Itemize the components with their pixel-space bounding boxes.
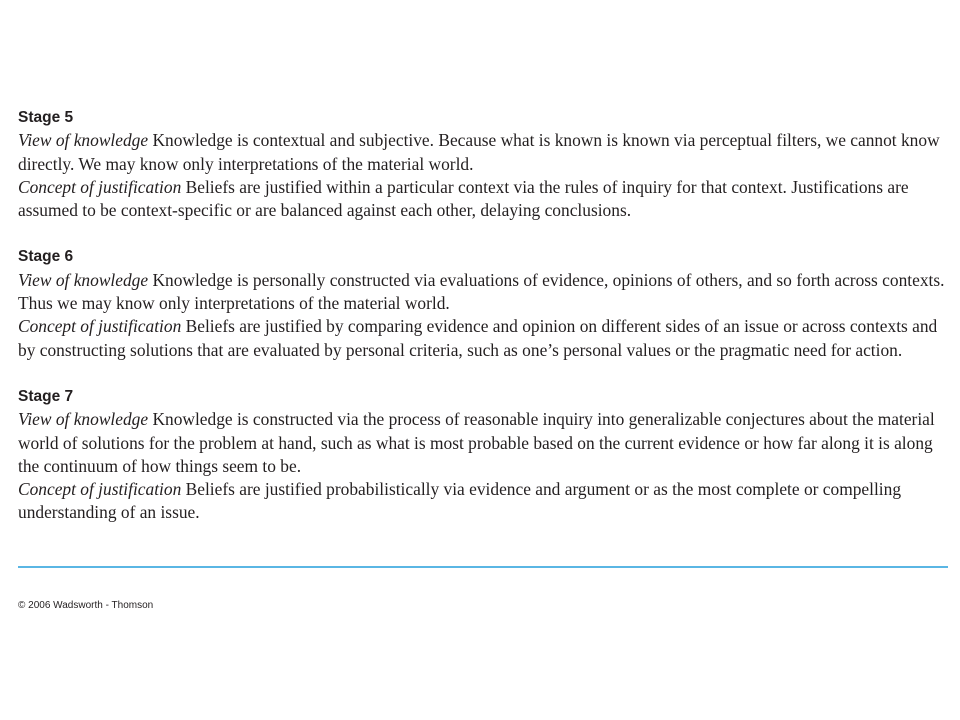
stage-7-view-text: Knowledge is constructed via the process of reasonable inquiry into generalizable conjectures about the material world of solutions for the problem at hand, such as what is most probable based on the current evidence or how far along it is along the continuum of how things seem to be.: [18, 409, 935, 476]
stage-7-title: Stage 7: [18, 387, 74, 405]
stage-6-title: Stage 6: [18, 248, 74, 266]
stage-5-view-text: Knowledge is contextual and subjective. Because what is known is known via perceptual filters, we cannot know directly. We may know only interpretations of the material world.: [18, 130, 940, 174]
stage-6-view-label: View of knowledge: [18, 269, 149, 290]
stage-6-justification-label: Concept of justification: [18, 316, 182, 337]
stage-5-justification-text: Beliefs are justified within a particular context via the rules of inquiry for that context. Justifications are assumed to be context-specific or are balanced against each other, delaying conclusions.: [18, 176, 909, 221]
stage-7-justification-label: Concept of justification: [18, 479, 182, 500]
stage-7-block: [18, 385, 953, 525]
stage-7-view-of-knowledge: [18, 408, 953, 478]
stage-6-view-of-knowledge: [18, 269, 953, 316]
stage-5-block: [18, 106, 953, 222]
stages-content: [18, 106, 953, 548]
stage-5-concept-of-justification: [18, 176, 953, 223]
stage-5-view-label: View of knowledge: [18, 130, 149, 151]
stage-5-justification-label: Concept of justification: [18, 176, 182, 197]
stage-7-justification-text: Beliefs are justified probabilistically via evidence and argument or as the most complete or compelling understanding of an issue.: [18, 479, 902, 523]
stage-6-view-text: Knowledge is personally constructed via evaluations of evidence, opinions of others, and so forth across contexts. Thus we may know only interpretations of the material world.: [18, 269, 945, 314]
stage-6-concept-of-justification: [18, 315, 953, 362]
copyright-notice: © 2006 Wadsworth - Thomson: [18, 600, 154, 611]
stage-5-title: Stage 5: [18, 109, 74, 126]
stage-6-block: [18, 245, 953, 361]
footer-divider-rule: [18, 566, 948, 568]
stage-6-justification-text: Beliefs are justified by comparing evidence and opinion on different sides of an issue or across contexts and by constructing solutions that are evaluated by personal criteria, such as one’s personal values or the pragmatic need for action.: [18, 316, 938, 360]
stage-7-view-label: View of knowledge: [18, 409, 149, 430]
stage-7-concept-of-justification: [18, 478, 953, 525]
stage-5-view-of-knowledge: [18, 129, 953, 176]
